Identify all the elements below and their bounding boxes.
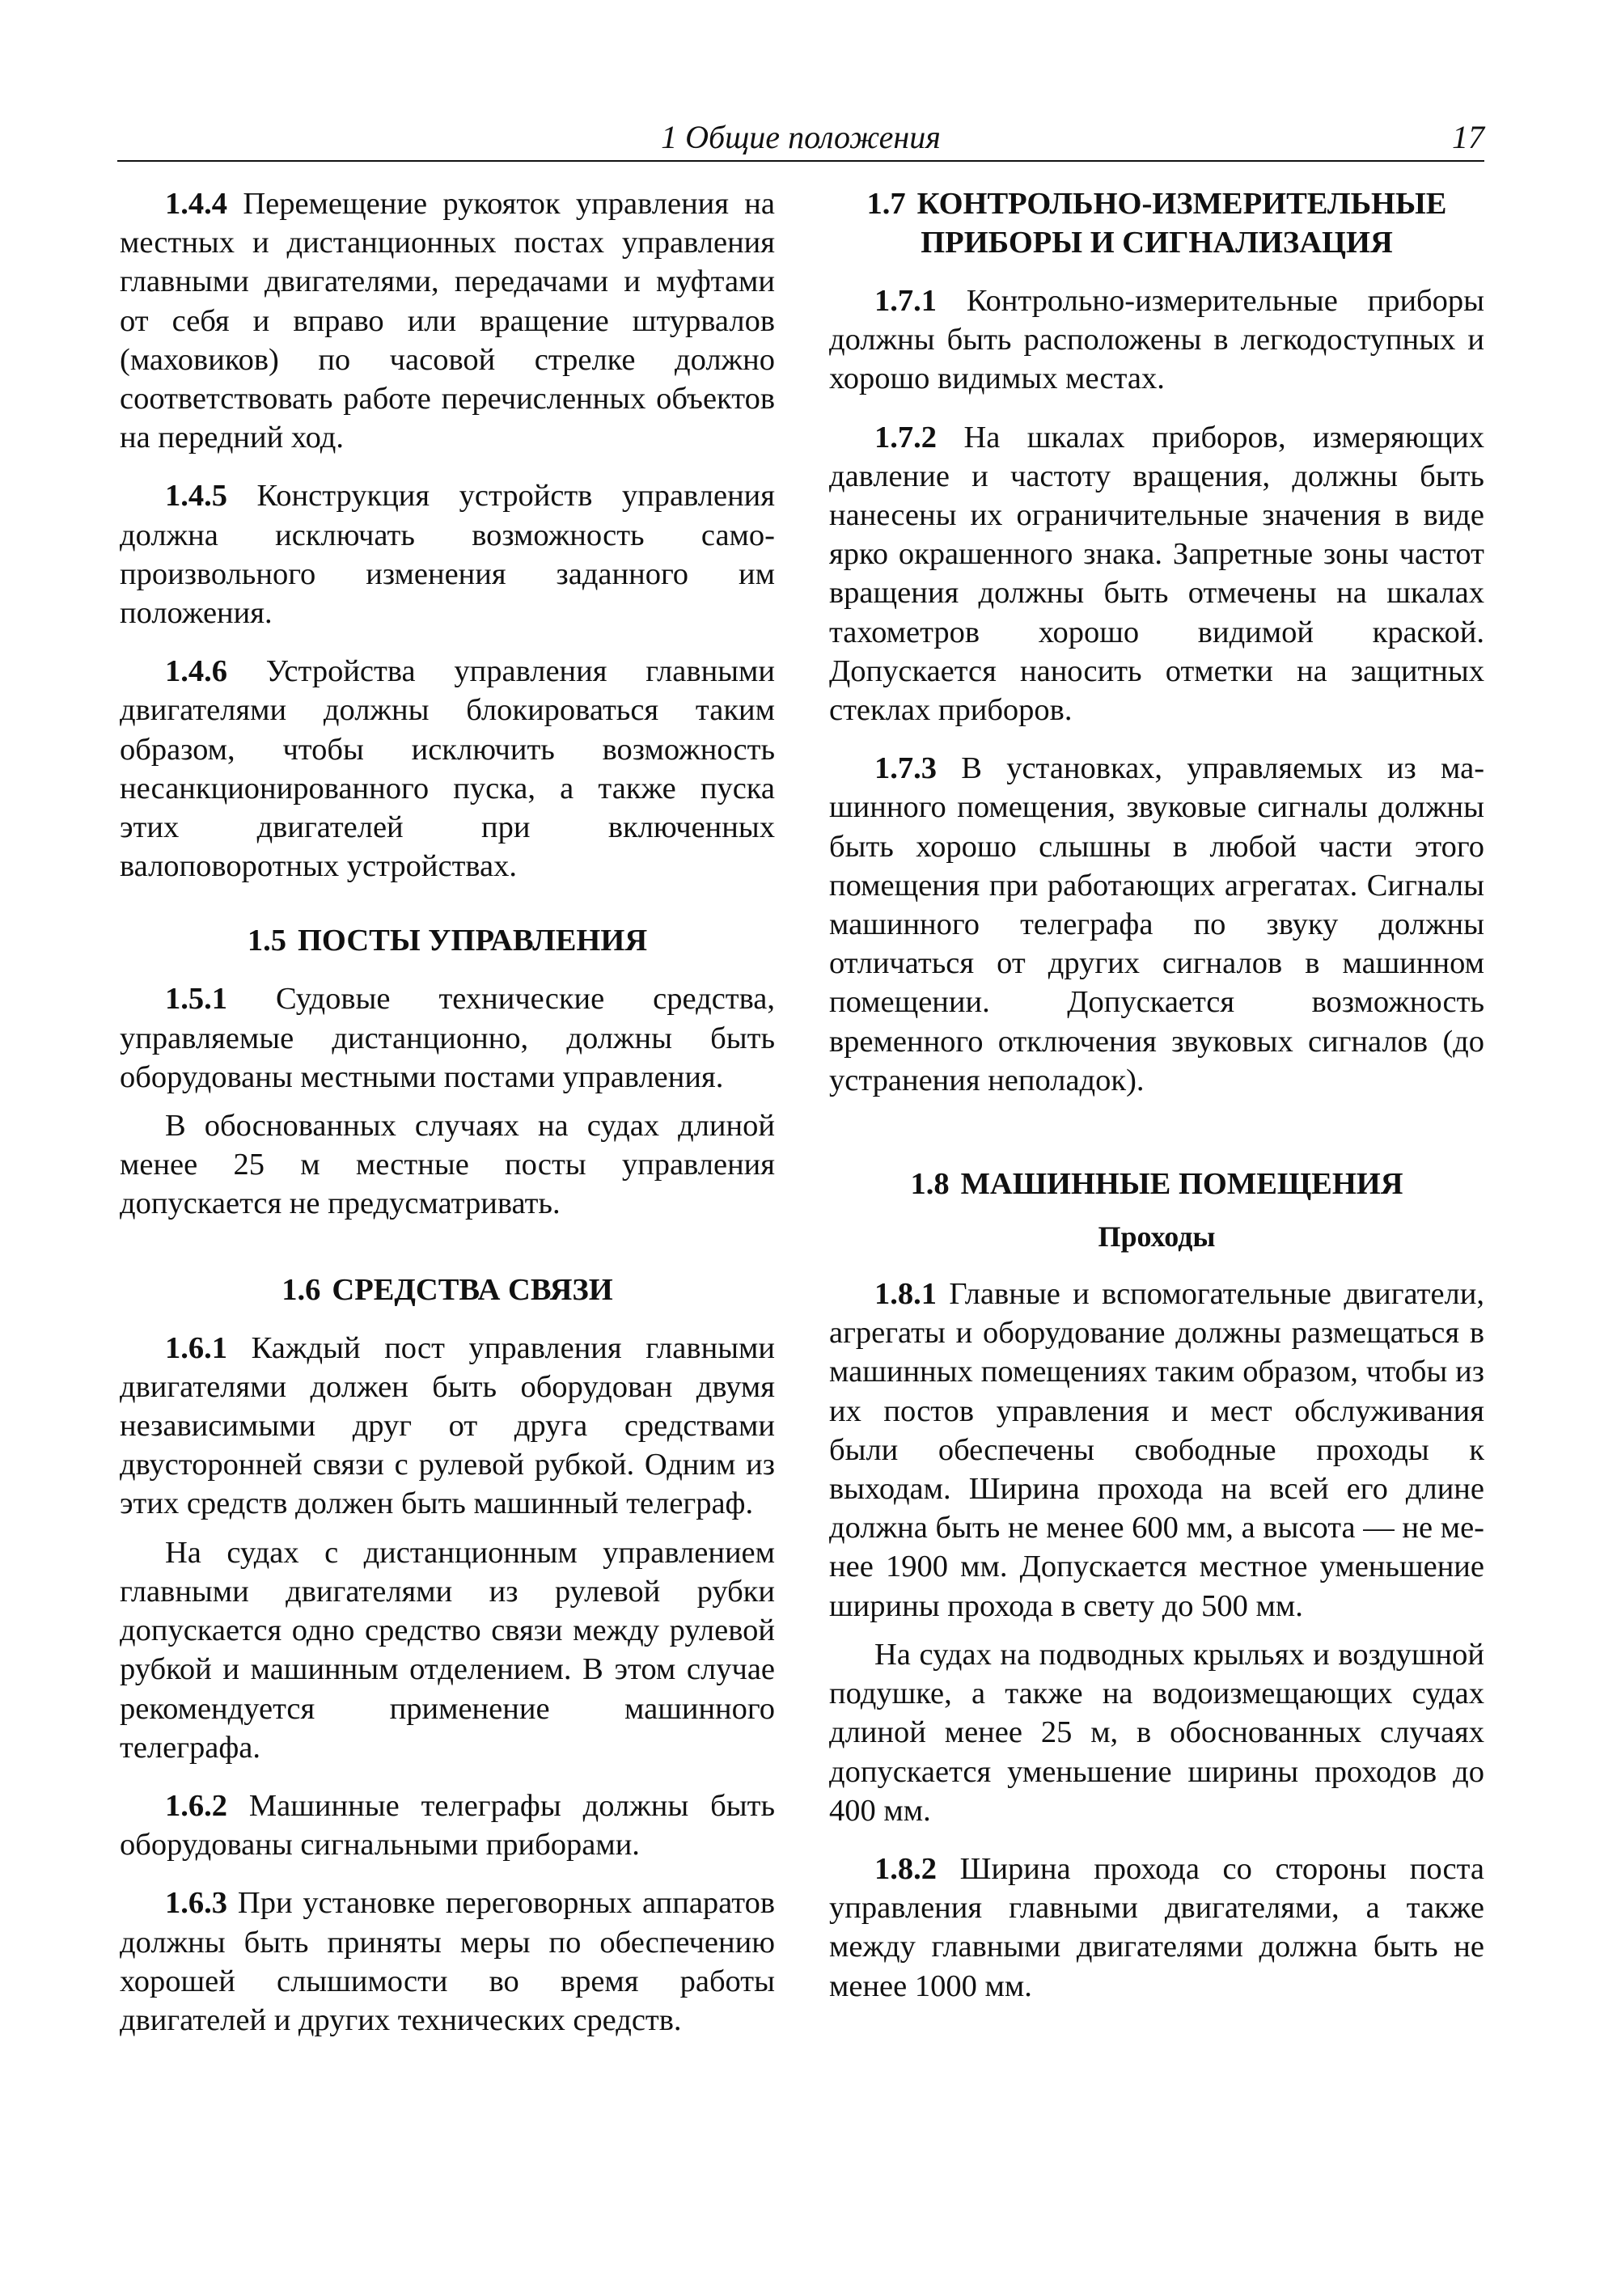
running-title: 1 Общие положения [661,119,941,155]
clause-number: 1.4.4 [165,187,227,221]
section-title-line1: КОНТРОЛЬНО-ИЗМЕРИТЕЛЬНЫЕ [916,187,1447,221]
page-number: 17 [1452,119,1484,155]
paragraph-text: Машинные телеграфы должны быть оборудованы сигнальными приборами. [120,1788,776,1863]
clause-number: 1.8.2 [874,1851,937,1886]
paragraph-1-4-4 [120,184,775,457]
section-number: 1.8 [910,1167,950,1202]
section-number: 1.7 [866,187,906,221]
paragraph-text: Каждый пост управления главными двигателями должен быть оборудован двумя независимыми друг от друга средствами двусторонней связи с рулевой рубкой. Одним из этих средств должен быть машинный телеграф. [120,1330,776,1521]
clause-number: 1.6.2 [165,1788,227,1823]
clause-number: 1.6.1 [165,1330,227,1365]
section-heading-1-7 [829,184,1484,223]
paragraph-text: Судовые технические средства, управляемые дистанционно, должны быть оборудованы местными постами управления. [120,982,775,1094]
clause-number: 1.7.3 [874,751,937,786]
paragraph-1-4-5 [120,476,775,632]
paragraph-1-8-2 [829,1850,1484,2006]
paragraph-text: Перемещение рукояток управления на местных и дистанционных постах управления главными двигателями, передачами и муфтами от себя и вправо или вращение штурвалов (маховиков) по часовой стрелке должно соответствовать работе перечисленных объектов на передний ход. [120,187,775,455]
paragraph-1-7-3 [829,749,1484,1100]
clause-number: 1.6.3 [165,1886,227,1921]
section-heading-1-7-line2: ПРИБОРЫ И СИГНАЛИЗАЦИЯ [921,226,1393,260]
paragraph-text: В установках, управляемых из машинного помещения, звуковые сигналы должны быть хорошо слышны в любой части этого помещения при работающих агрегатах. Сигналы машинного телеграфа по звуку должны отличаться от других сигналов в машинном помещении. Допускается возможность временного отключения звуковых сигналов (до устранения неполадок). [829,751,1485,1097]
section-title: МАШИННЫЕ ПОМЕЩЕНИЯ [960,1167,1403,1202]
paragraph-1-6-1 [120,1329,775,1524]
paragraph-text: При установке переговорных аппаратов должны быть приняты меры по обеспечению хорошей слышимости во время работы двигателей и других технических средств. [120,1886,775,2037]
paragraph-1-5-1-continued: В обоснованных случаях на судах длиной менее 25 м местные посты управления допускается не предусматривать. [120,1109,775,1221]
paragraph-1-8-1 [829,1275,1484,1626]
section-title: ПОСТЫ УПРАВЛЕНИЯ [297,924,648,958]
clause-number: 1.5.1 [165,982,227,1017]
section-heading-1-6 [120,1271,775,1309]
paragraph-1-8-1-continued: На судах на подводных крыльях и воздушной подушке, а также на водоизмещающих судах длиной менее 25 м, в обоснованных случаях допускается уменьшение ширины проходов до 400 мм. [829,1637,1484,1828]
paragraph-1-6-3 [120,1884,775,2040]
paragraph-1-5-1 [120,979,775,1097]
paragraph-1-7-2 [829,418,1484,730]
clause-number: 1.4.5 [165,479,227,514]
section-number: 1.5 [247,924,286,958]
page-header [117,112,1484,162]
paragraph-text: Ширина прохода со стороны поста управления главными двигателями, а также между главными двигателями должна быть не менее 1000 мм. [829,1851,1485,2003]
clause-number: 1.8.1 [874,1277,937,1312]
paragraph-1-6-1-continued: На судах с дистанционным управлением главными двигателями из рулевой рубки допускается одно средство связи между рулевой рубкой и машинным отделением. В этом случае рекомендуется применение машинного телеграфа. [120,1535,775,1765]
clause-number: 1.7.2 [874,420,937,455]
paragraph-text: На шкалах приборов, измеряющих давление и частоту вращения, должны быть нанесены их ограничительные значения в виде ярко окрашенного знака. Запретные зоны частот вращения должны быть отмечены на шкалах тахометров хорошо видимой краской. Допускается наносить отметки на защитных стеклах приборов. [829,420,1484,728]
paragraph-text: Контрольно-измерительные приборы должны быть расположены в легкодоступных и хорошо видимых местах. [829,284,1485,396]
right-column [829,184,1484,2025]
section-title: СРЕДСТВА СВЯЗИ [332,1272,613,1307]
section-heading-1-8 [829,1165,1484,1203]
paragraph-1-7-1 [829,281,1484,399]
paragraph-text: Конструкция устройств управления должна исключать возможность самопроизвольного изменения заданного им положения. [120,479,775,631]
clause-number: 1.7.1 [874,284,937,318]
section-number: 1.6 [281,1272,321,1307]
left-column [120,184,775,2059]
paragraph-1-4-6 [120,652,775,886]
paragraph-1-6-2 [120,1786,775,1864]
section-heading-1-5 [120,921,775,960]
subsection-heading: Проходы [1098,1220,1216,1254]
paragraph-text: Устройства управления главными двигателями должны блокироваться таким образом, чтобы исключить возможность несанкционированного пуска, а также пуска этих двигателей при включенных валоповоротных устройствах. [120,654,776,884]
clause-number: 1.4.6 [165,654,227,689]
paragraph-text: Главные и вспомогательные двигатели, агрегаты и оборудование должны размещаться в машинных помещениях таким образом, чтобы из их постов управления и мест обслуживания были обеспечены свободные проходы к выходам. Ширина прохода на всей его длине должна быть не менее 600 мм, а высота — не менее 1900 мм. Допускается местное уменьшение ширины прохода в свету до 500 мм. [829,1277,1484,1623]
